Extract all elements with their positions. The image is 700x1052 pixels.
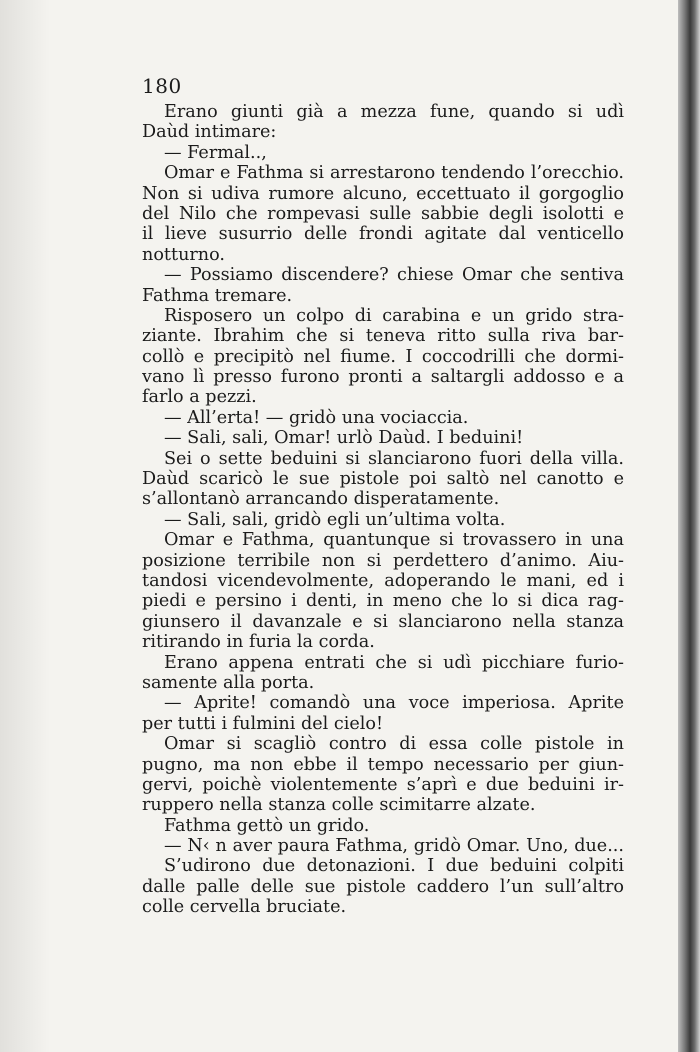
text-line: Daùd scaricò le sue pistole poi saltò nel canotto e	[142, 469, 624, 490]
text-line: s’allontanò arrancando disperatamente.	[142, 489, 500, 510]
text-line: giunsero il davanzale e si slanciarono nella stanza	[142, 611, 624, 632]
text-line: pugno, ma non ebbe il tempo necessario per giun-	[142, 754, 624, 775]
text-line: — N‹ n aver paura Fathma, gridò Omar. Uno, due...	[164, 836, 624, 857]
text-line: — Sali, sali, Omar! urlò Daùd. I beduini!	[164, 428, 524, 449]
text-line: Erano giunti già a mezza fune, quando si udì	[164, 102, 624, 122]
text-line: Risposero un colpo di carabina e un grido stra-	[164, 305, 624, 326]
text-line: ziante. Ibrahim che si teneva ritto sulla riva bar-	[142, 326, 624, 347]
text-line: ritirando in furia la corda.	[142, 632, 375, 653]
text-line: Non si udiva rumore alcuno, eccettuato il gorgoglio	[142, 183, 624, 204]
text-line: farlo a pezzi.	[142, 387, 257, 408]
text-line: Erano appena entrati che si udì picchiare furio-	[164, 652, 624, 673]
text-line: Omar e Fathma si arrestarono tendendo l’orecchio.	[164, 163, 624, 184]
text-line: samente alla porta.	[142, 672, 315, 693]
text-line: del Nilo che rompevasi sulle sabbie degli isolotti e	[142, 203, 624, 224]
text-line: collò e precipitò nel fiume. I coccodrilli che dormi-	[142, 346, 624, 367]
text-line: posizione terribile non si perdettero d’animo. Aiu-	[142, 550, 624, 571]
text-line: — Possiamo discendere? chiese Omar che sentiva	[164, 265, 624, 286]
text-line: Sei o sette beduini si slanciarono fuori della villa.	[164, 448, 624, 469]
text-line: Daùd intimare:	[142, 122, 277, 143]
text-line: per tutti i fulmini del cielo!	[142, 713, 384, 734]
text-line: — Fermal..,	[164, 142, 267, 163]
text-line: piedi e persino i denti, in meno che lo si dica rag-	[142, 591, 624, 612]
text-line: — Sali, sali, gridò egli un’ultima volta.	[164, 509, 506, 530]
text-line: dalle palle delle sue pistole caddero l’un sull’altro	[142, 876, 624, 897]
text-line: — Aprite! comandò una voce imperiosa. Aprite	[164, 693, 624, 714]
text-line: Fathma tremare.	[142, 285, 293, 306]
text-line: Omar e Fathma, quantunque si trovassero in una	[164, 530, 624, 551]
text-line: S’udirono due detonazioni. I due beduini colpiti	[164, 856, 624, 877]
text-line: vano lì presso furono pronti a saltargli addosso e a	[142, 367, 624, 388]
scan-binding-edge	[678, 0, 700, 1052]
text-line: Fathma gettò un grido.	[164, 815, 370, 836]
text-line: il lieve susurrio delle frondi agitate dal venticello	[142, 224, 624, 245]
text-line: ruppero nella stanza colle scimitarre alzate.	[142, 795, 536, 816]
text-line: colle cervella bruciate.	[142, 897, 347, 918]
text-line: Omar si scagliò contro di essa colle pistole in	[164, 734, 624, 755]
text-line: — All’erta! — gridò una vociaccia.	[164, 407, 469, 428]
text-line: gervi, poichè violentemente s’aprì e due beduini ir-	[142, 774, 624, 795]
text-line: notturno.	[142, 244, 226, 265]
text-line: tandosi vicendevolmente, adoperando le mani, ed i	[142, 570, 624, 591]
scan-shadow-left	[0, 0, 50, 1052]
page-text-body	[142, 102, 624, 918]
page-number: 180	[142, 74, 182, 98]
